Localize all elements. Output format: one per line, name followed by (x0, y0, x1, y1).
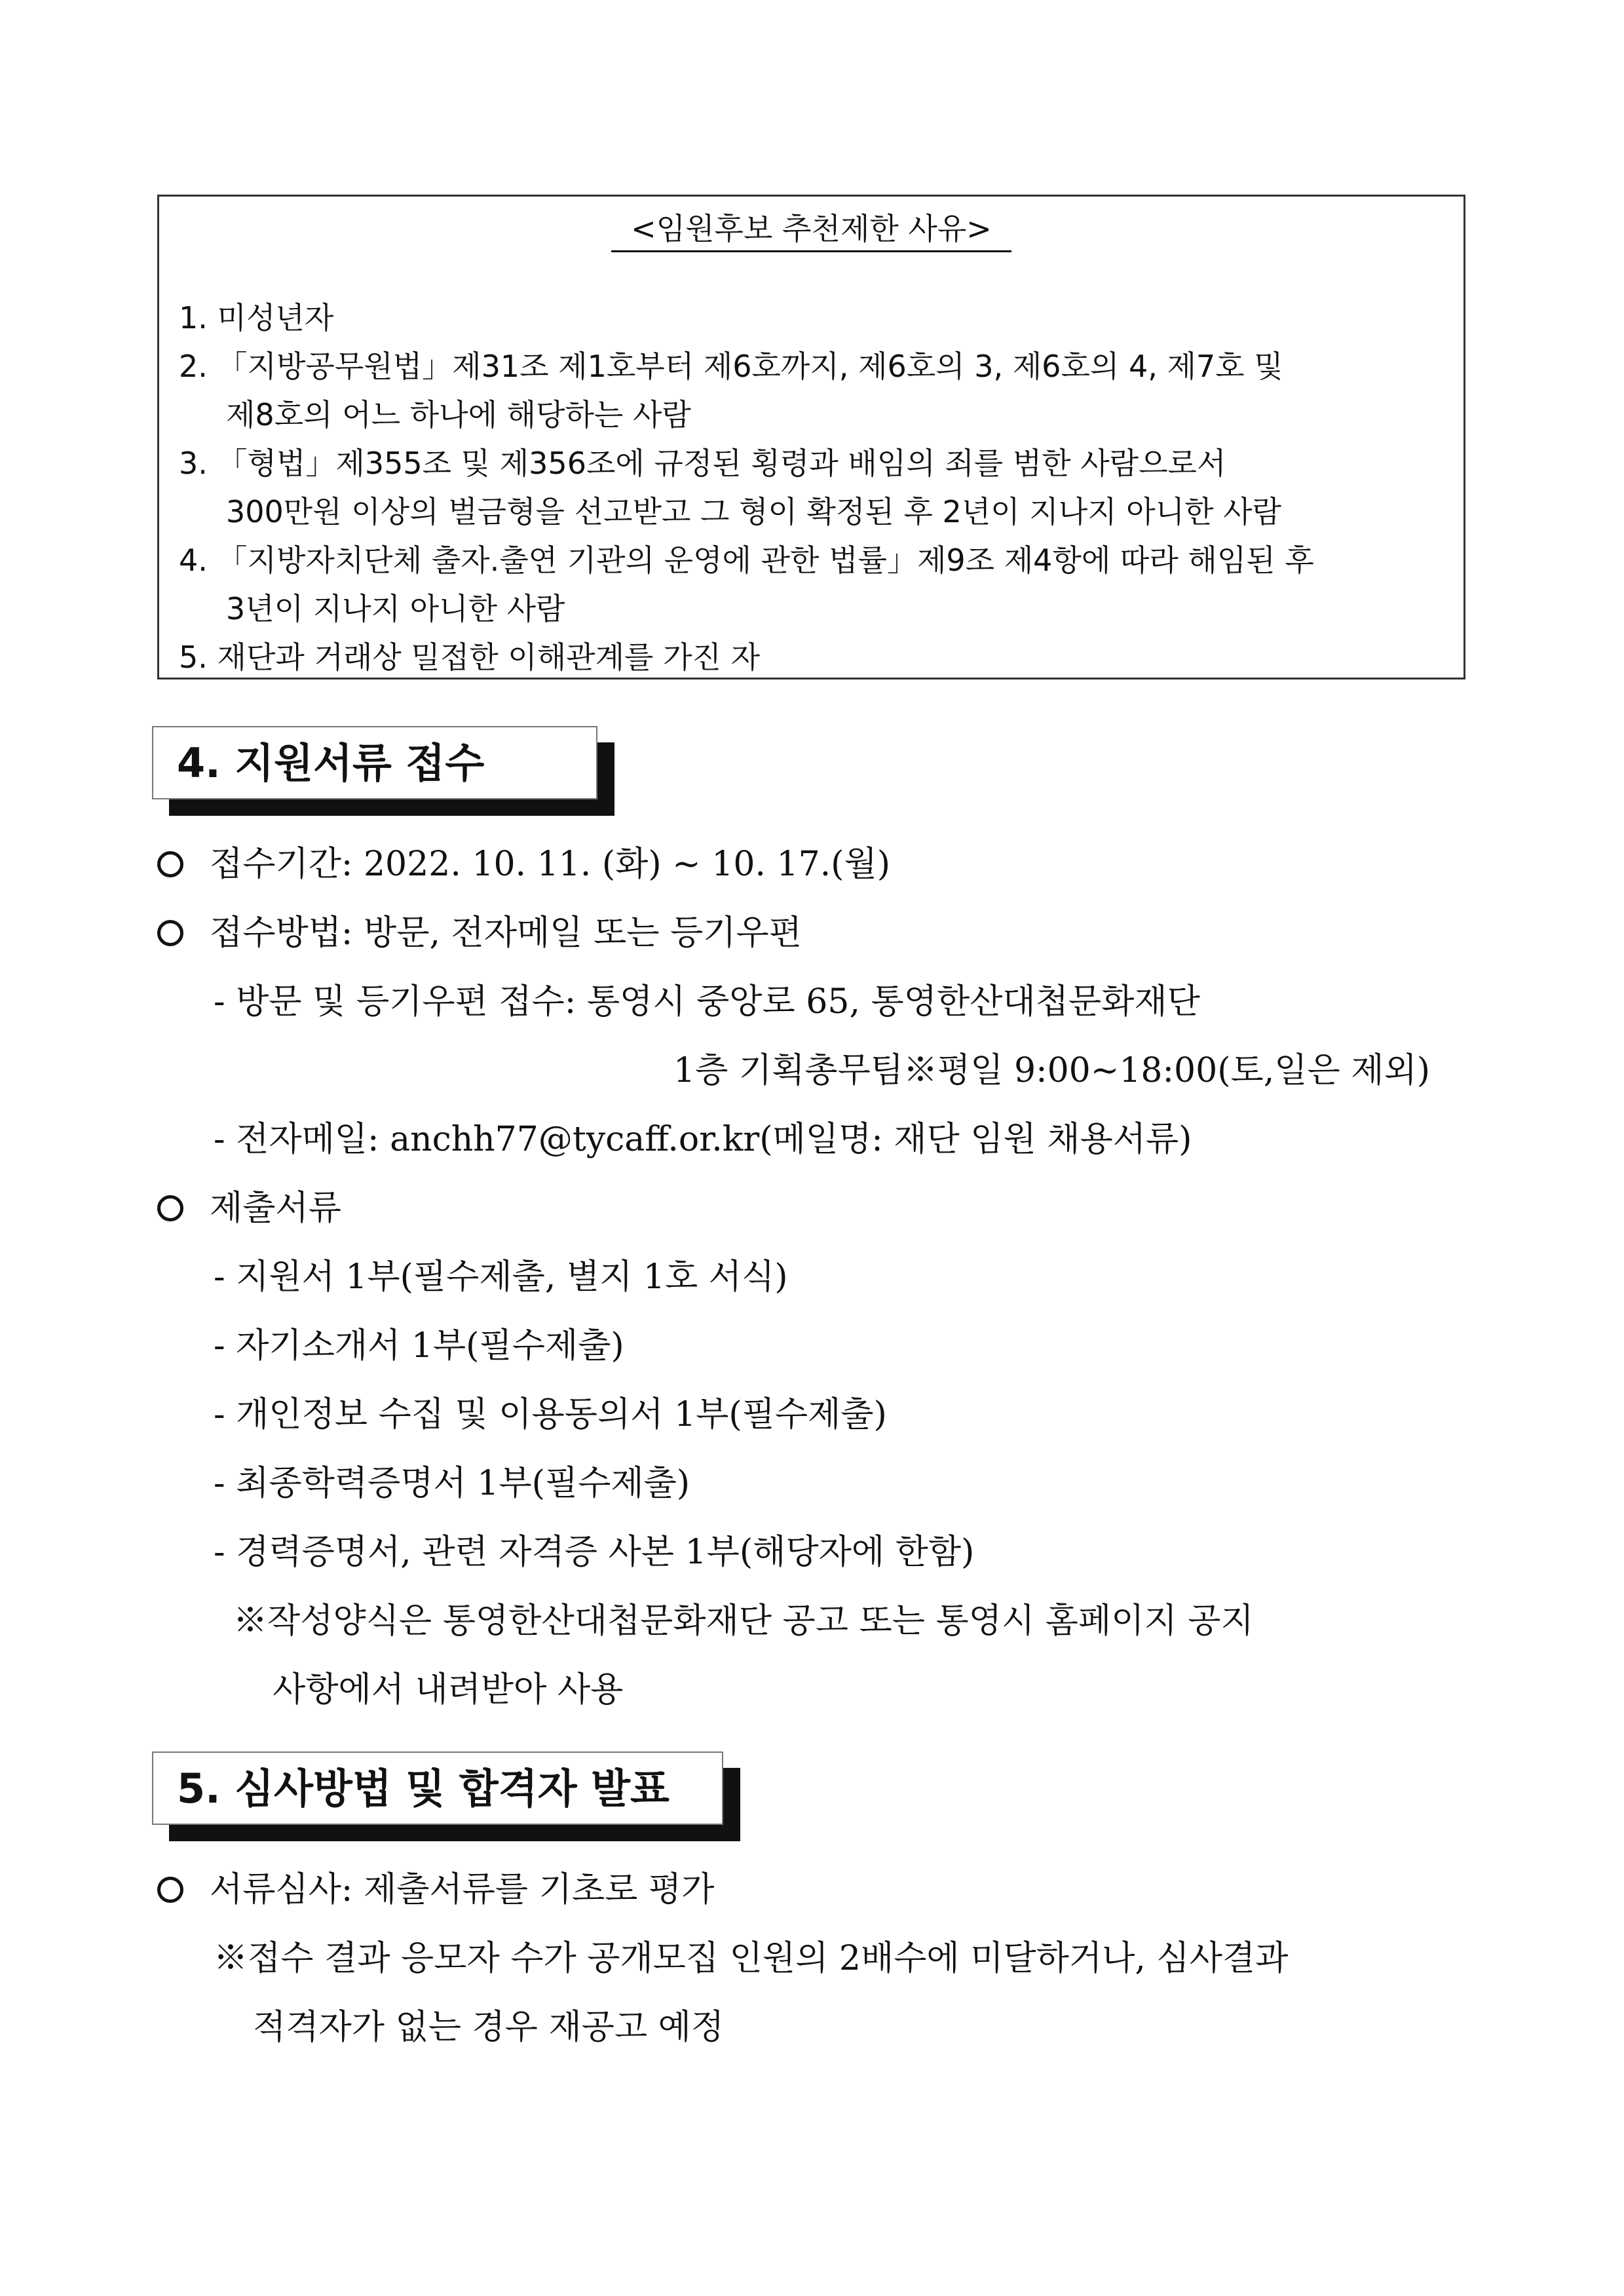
notice-title: <임원후보 추천제한 사유> (159, 204, 1463, 253)
notice-item: 5. 재단과 거래상 밀접한 이해관계를 가진 자 (179, 640, 761, 675)
doc-item: - 최종학력증명서 1부(필수제출) (214, 1464, 690, 1503)
notice-item: 2. 「지방공무원법」제31조 제1호부터 제6호까지, 제6호의 3, 제6호의 4, 제7호 및 (179, 349, 1283, 384)
doc-item: - 경력증명서, 관련 자격증 사본 1부(해당자에 한함) (214, 1533, 975, 1572)
document-screening: 서류심사: 제출서류를 기초로 평가 (157, 1867, 714, 1913)
submission-docs-heading: 제출서류 (157, 1185, 341, 1231)
notice-item: 3. 「형법」제355조 및 제356조에 규정된 횡령과 배임의 죄를 범한 사람으로서 (179, 446, 1226, 481)
screening-note: ※접수 결과 응모자 수가 공개모집 인원의 2배수에 미달하거나, 심사결과 (214, 1939, 1289, 1978)
method-visit-line: - 방문 및 등기우편 접수: 통영시 중앙로 65, 통영한산대첩문화재단 (214, 982, 1200, 1022)
form-note: ※작성양식은 통영한산대첩문화재단 공고 또는 통영시 홈페이지 공지 (233, 1601, 1254, 1641)
notice-item: 4. 「지방자치단체 출자.출연 기관의 운영에 관한 법률」제9조 제4항에 따라 해임된 후 (179, 543, 1314, 578)
form-note-continuation: 사항에서 내려받아 사용 (273, 1670, 624, 1710)
circle-bullet-icon (157, 851, 183, 877)
method-email-line: - 전자메일: anchh77@tycaff.or.kr(메일명: 재단 임원 채용서류) (214, 1120, 1192, 1159)
screening-note-continuation: 적격자가 없는 경우 재공고 예정 (253, 2008, 725, 2047)
notice-item-continuation: 제8호의 어느 하나에 해당하는 사람 (226, 397, 691, 432)
application-method: 접수방법: 방문, 전자메일 또는 등기우편 (157, 910, 802, 956)
notice-item: 1. 미성년자 (179, 300, 334, 335)
notice-item-continuation: 300만원 이상의 벌금형을 선고받고 그 형이 확정된 후 2년이 지나지 아니한 사람 (226, 494, 1281, 529)
section-4-title: 4. 지원서류 접수 (152, 726, 597, 799)
application-period: 접수기간: 2022. 10. 11. (화) ~ 10. 17.(월) (157, 841, 890, 887)
section-5-title: 5. 심사방법 및 합격자 발표 (152, 1751, 723, 1825)
restriction-notice-box (157, 195, 1465, 679)
circle-bullet-icon (157, 1195, 183, 1221)
notice-item-continuation: 3년이 지나지 아니한 사람 (226, 591, 565, 626)
circle-bullet-icon (157, 1877, 183, 1903)
circle-bullet-icon (157, 920, 183, 946)
doc-item: - 지원서 1부(필수제출, 별지 1호 서식) (214, 1257, 788, 1297)
method-visit-continuation: 1층 기획총무팀※평일 9:00~18:00(토,일은 제외) (673, 1051, 1430, 1090)
notice-list (179, 294, 1458, 681)
doc-item: - 자기소개서 1부(필수제출) (214, 1326, 624, 1366)
doc-item: - 개인정보 수집 및 이용동의서 1부(필수제출) (214, 1395, 887, 1434)
